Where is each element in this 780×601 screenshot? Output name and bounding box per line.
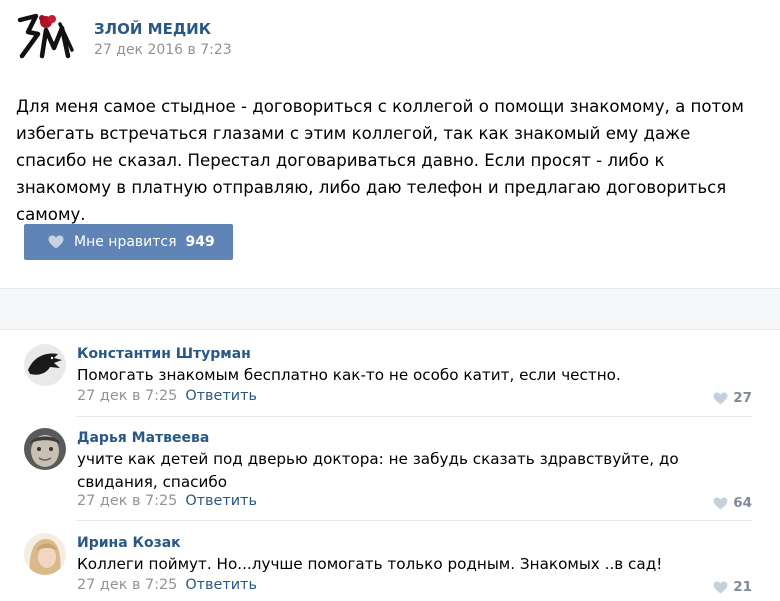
comment-meta xyxy=(77,493,257,509)
comment-date[interactable]: 27 дек в 7:25 xyxy=(77,388,178,404)
reply-link[interactable]: Ответить xyxy=(185,388,257,404)
avatar[interactable] xyxy=(24,533,66,575)
logo-icon[interactable] xyxy=(16,10,74,66)
comment-meta xyxy=(77,388,257,404)
like-button[interactable] xyxy=(24,224,233,260)
comment-like-count: 64 xyxy=(733,495,752,511)
comment-author[interactable]: Дарья Матвеева xyxy=(77,430,210,446)
like-count: 949 xyxy=(185,234,215,250)
heart-icon xyxy=(713,392,728,405)
comment-date[interactable]: 27 дек в 7:25 xyxy=(77,577,178,593)
post-author[interactable]: ЗЛОЙ МЕДИК xyxy=(94,20,211,38)
section-divider xyxy=(0,288,780,330)
comment-text: Помогать знакомым бесплатно как-то не особо катит, если честно. xyxy=(77,366,621,384)
comment-date[interactable]: 27 дек в 7:25 xyxy=(77,493,178,509)
comment-like-button[interactable] xyxy=(713,495,752,511)
child-avatar-icon xyxy=(24,428,66,470)
woman-avatar-icon xyxy=(24,533,66,575)
reply-link[interactable]: Ответить xyxy=(185,493,257,509)
avatar[interactable] xyxy=(24,344,66,386)
comment-like-button[interactable] xyxy=(713,390,752,406)
comment-like-count: 27 xyxy=(733,390,752,406)
comment-like-count: 21 xyxy=(733,579,752,595)
like-label: Мне нравится xyxy=(74,234,177,250)
comment-like-button[interactable] xyxy=(713,579,752,595)
reply-link[interactable]: Ответить xyxy=(185,577,257,593)
heart-icon xyxy=(713,497,728,510)
post-header xyxy=(16,10,756,70)
comment-separator xyxy=(77,416,752,417)
comment-author[interactable]: Константин Штурман xyxy=(77,346,251,362)
comment-author[interactable]: Ирина Козак xyxy=(77,535,181,551)
heart-icon xyxy=(48,235,64,249)
avatar[interactable] xyxy=(24,428,66,470)
post-text: Для меня самое стыдное - договориться с коллегой о помощи знакомому, а потом избегать встречаться глазами с этим коллегой, так как знакомый ему даже спасибо не сказал. Перестал договариваться давно. Если просят - либо к знакомому в платную отправляю, либо даю телефон и предлагаю договориться самому. xyxy=(16,97,744,224)
heart-icon xyxy=(713,581,728,594)
dragon-avatar-icon xyxy=(24,344,66,386)
comment-separator xyxy=(77,520,752,521)
comment-text: учите как детей под дверью доктора: не забудь сказать здравствуйте, до свидания, спасибо xyxy=(77,450,679,491)
comment-text: Коллеги поймут. Но...лучше помогать только родным. Знакомых ..в сад! xyxy=(77,555,663,573)
comment-meta xyxy=(77,577,257,593)
post-date[interactable]: 27 дек 2016 в 7:23 xyxy=(94,42,232,58)
